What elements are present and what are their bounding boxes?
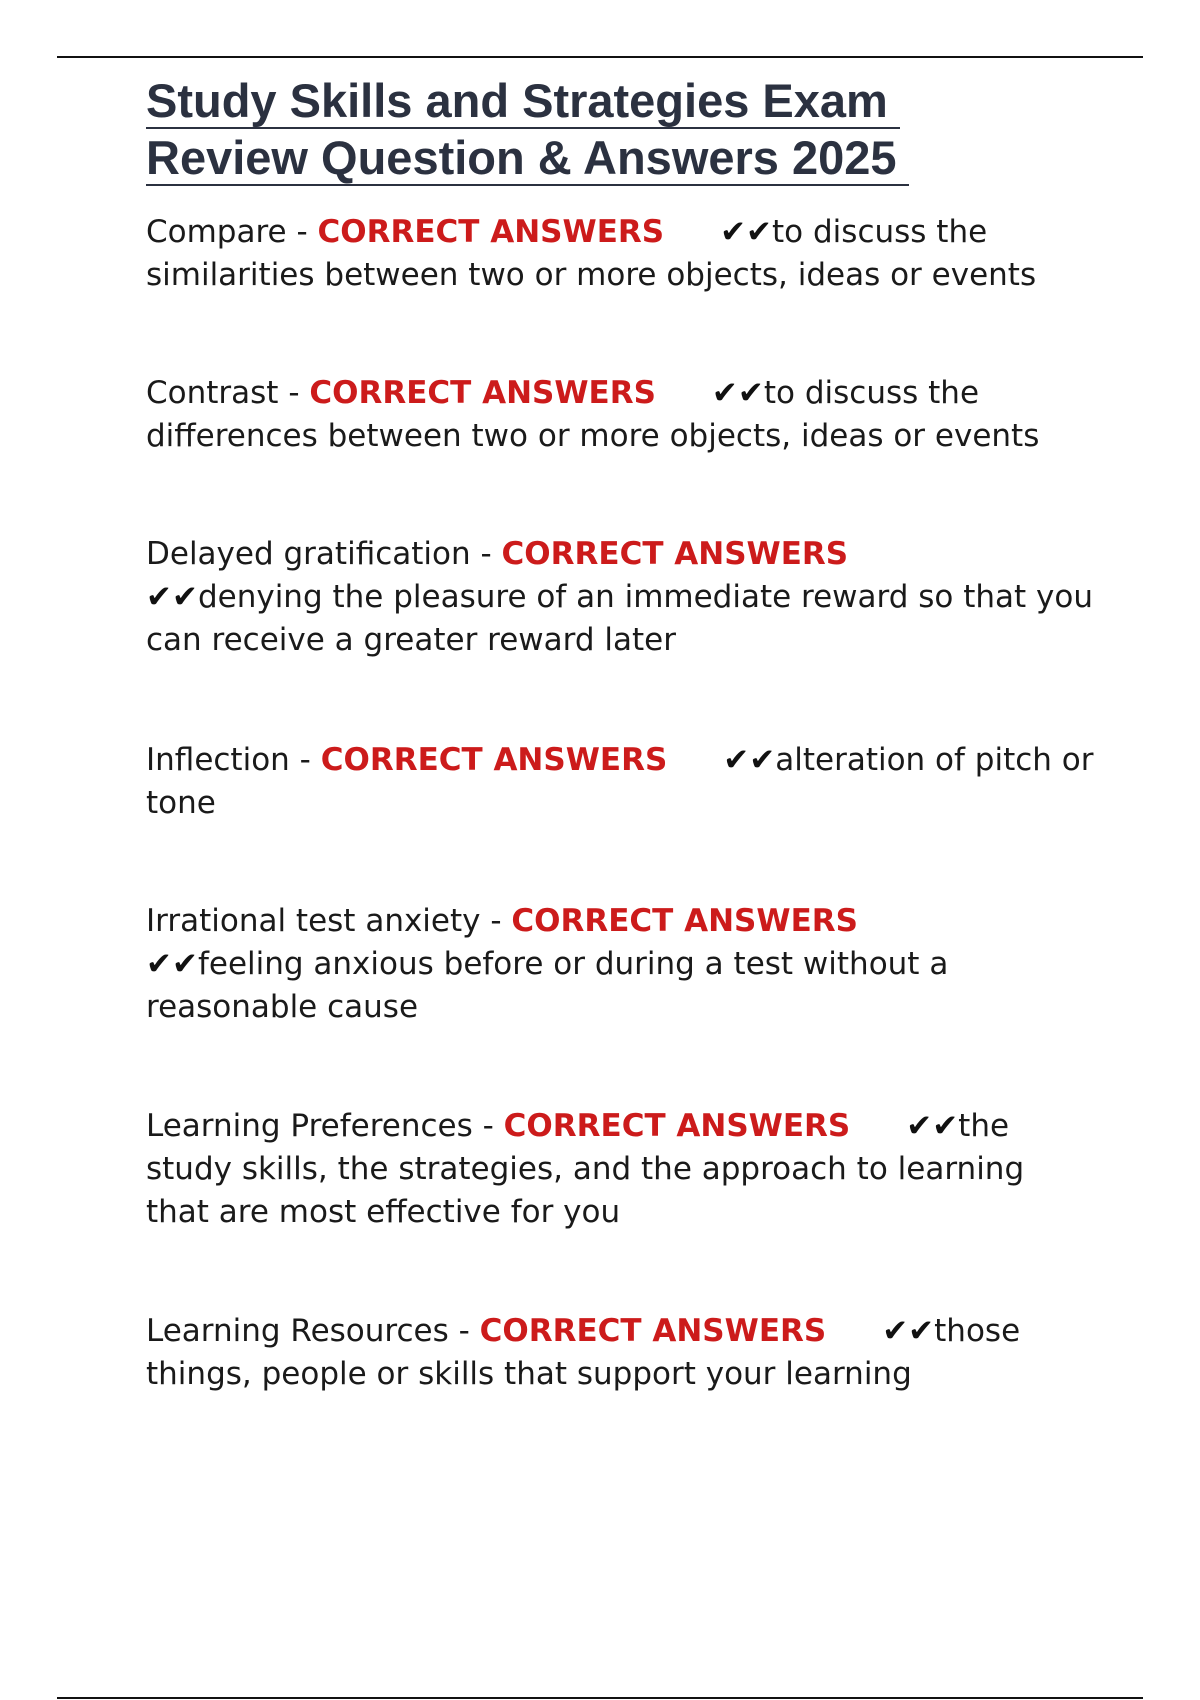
qa-entry-contrast [146, 372, 1096, 458]
correct-answers-label: CORRECT ANSWERS [309, 375, 656, 411]
entry-separator: - [472, 1108, 504, 1144]
double-check-icon: ✔✔ [882, 1313, 935, 1349]
correct-answers-label: CORRECT ANSWERS [503, 1108, 851, 1144]
entry-separator: - [470, 536, 502, 572]
entry-definition: the study skills, the strategies, and the approach to learning that are most effective for you [146, 1108, 1025, 1230]
entry-separator: - [448, 1313, 480, 1349]
entry-term: Irrational test anxiety [146, 903, 481, 939]
title-line-2: Review Question & Answers 2025 [146, 131, 909, 186]
double-check-icon: ✔✔ [720, 214, 773, 250]
entry-definition: to discuss the similarities between two or more objects, ideas or events [146, 214, 1037, 293]
correct-answers-label: CORRECT ANSWERS [320, 742, 668, 778]
correct-answers-label: CORRECT ANSWERS [501, 536, 849, 572]
qa-entry-delayed-gratification [146, 533, 1096, 662]
document-title [146, 72, 1046, 186]
entry-term: Learning Resources [146, 1313, 449, 1349]
entry-term: Compare [146, 214, 287, 250]
qa-entry-learning-preferences [146, 1105, 1096, 1234]
bottom-rule [57, 1697, 1143, 1699]
qa-entry-learning-resources [146, 1310, 1096, 1396]
qa-entry-irrational-test-anxiety [146, 900, 1096, 1029]
entry-definition: feeling anxious before or during a test without a reasonable cause [146, 946, 949, 1025]
entry-term: Learning Preferences [146, 1108, 473, 1144]
double-check-icon: ✔✔ [711, 375, 764, 411]
entry-separator: - [480, 903, 512, 939]
double-check-icon: ✔✔ [906, 1108, 959, 1144]
entry-definition: alteration of pitch or tone [146, 742, 1094, 821]
qa-entry-inflection [146, 739, 1096, 825]
top-rule [57, 56, 1143, 58]
entry-separator: - [286, 214, 318, 250]
double-check-icon: ✔✔ [723, 742, 776, 778]
entry-separator: - [278, 375, 310, 411]
title-line-1: Study Skills and Strategies Exam [146, 74, 900, 129]
correct-answers-label: CORRECT ANSWERS [317, 214, 665, 250]
entry-separator: - [289, 742, 321, 778]
correct-answers-label: CORRECT ANSWERS [511, 903, 858, 939]
entry-definition: those things, people or skills that support your learning [146, 1313, 1021, 1392]
entry-term: Delayed gratification [146, 536, 471, 572]
entry-definition: denying the pleasure of an immediate reward so that you can receive a greater reward later [146, 579, 1094, 658]
entry-term: Contrast [146, 375, 279, 411]
qa-entry-compare [146, 211, 1096, 297]
entry-definition: to discuss the differences between two or more objects, ideas or events [146, 375, 1040, 454]
double-check-icon: ✔✔ [146, 946, 198, 982]
correct-answers-label: CORRECT ANSWERS [479, 1313, 827, 1349]
entry-term: Inflection [146, 742, 290, 778]
double-check-icon: ✔✔ [146, 579, 198, 615]
